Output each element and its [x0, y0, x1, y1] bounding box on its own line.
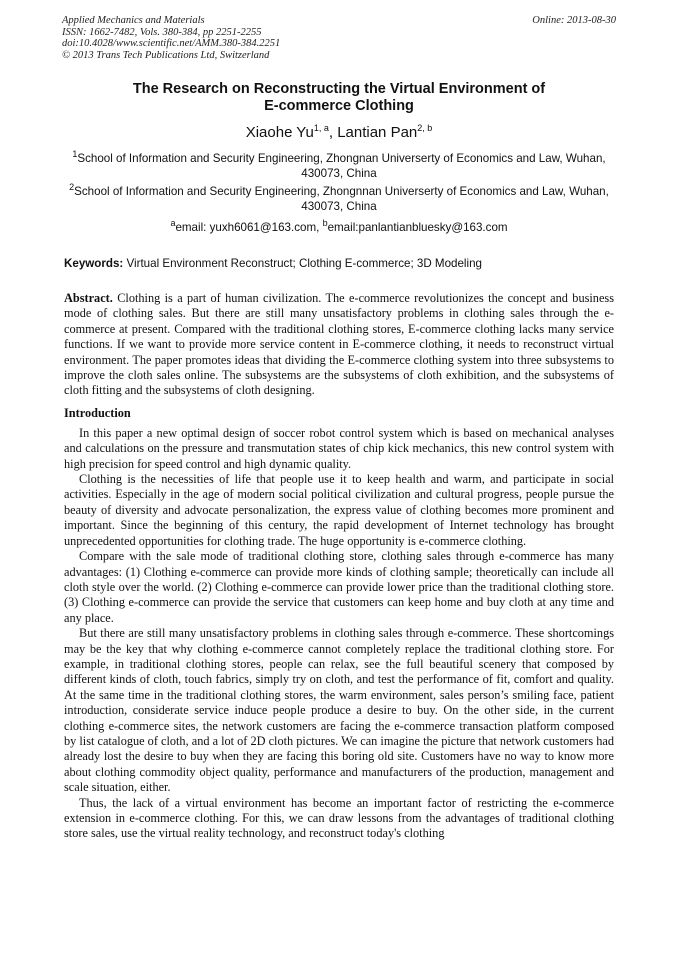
affiliation-superscript: 2 [69, 182, 75, 193]
body-paragraph: In this paper a new optimal design of soccer robot control system which is based on mechanical analyses and calculations on the pressure and transmutation states of chip kick mechanics, this new control system with high precision for speed control and high dynamic quality. [64, 425, 614, 471]
title-line-1: The Research on Reconstructing the Virtual Environment of [132, 81, 546, 97]
author-emails [60, 220, 618, 235]
affiliation-2 [60, 184, 618, 214]
author-separator: , [328, 124, 338, 141]
paper-body [64, 291, 614, 842]
keywords-text: Virtual Environment Reconstruct; Clothing E-commerce; 3D Modeling [123, 257, 482, 270]
section-heading: Introduction [64, 405, 131, 420]
issn-line: ISSN: 1662-7482, Vols. 380-384, pp 2251-2255 [62, 26, 262, 38]
copyright-line: © 2013 Trans Tech Publications Ltd, Switzerland [62, 49, 270, 61]
abstract-text: Clothing is a part of human civilization. The e-commerce revolutionizes the concept and business mode of clothing sales. But there are still many unsatisfactory problems in clothing sales through the e-commerce at present. Compared with the traditional clothing stores, E-commerce clothing lacks many service functions. If we want to provide more service content in E-commerce clothing, it needs to reconstruct virtual environment. The paper promotes ideas that dividing the E-commerce clothing system into three subsystems to improve the cloth sales online. The subsystems are the subsystems of cloth exhibition, and the subsystems of cloth fitting and the subsystems of cloth designing. [64, 291, 614, 398]
email-text: email:panlantianbluesky@163.com [327, 221, 508, 234]
author-name: Xiaohe Yu [245, 124, 314, 141]
author-name: Lantian Pan [337, 124, 418, 141]
doi-line: doi:10.4028/www.scientific.net/AMM.380-384.2251 [62, 38, 281, 49]
paper-title [60, 81, 618, 115]
affiliation-superscript: 1 [72, 149, 78, 160]
body-paragraph: Clothing is the necessities of life that people use it to keep health and warm, and participate in social activities. Especially in the age of modern social political civilization and cultural progress, people pursue the beauty of diversity and advocate personalization, the express value of clothing becomes more prominent and important. Since the beginning of this century, the rapid development of Internet technology has brought unprecedented opportunities for clothing trade. The huge opportunity is e-commerce clothing. [64, 472, 614, 548]
author-list [60, 124, 618, 142]
keywords-label: Keywords: [64, 257, 124, 270]
author-superscript: 1, a [313, 123, 329, 133]
affiliation-1 [60, 151, 618, 181]
body-paragraph: But there are still many unsatisfactory problems in clothing sales through e-commerce. These shortcomings may be the key that why clothing e-commerce cannot completely replace the traditional clothing store. For example, in traditional clothing stores, people can relax, see the full beautiful scenery that composed by different kinds of cloth, touch fabrics, simply try on cloth, and test the performance of fit, comfort and quality. At the same time in the traditional clothing stores, the warm environment, sales person’s smiling face, patient introduction, considerate service induce people produce a desire to buy. On the other side, in the current clothing e-commerce sites, the network customers are facing the e-commerce transaction platform composed by list catalogue of cloth, and a lot of 2D cloth pictures. We can imagine the picture that network customers had already lost the desire to buy when they are facing this boring old site. Customers have no way to know more about clothing commodity object quality, performance and manufacturers of the production, management and scale situation, either. [64, 626, 614, 795]
keywords [64, 256, 616, 271]
body-paragraph: Compare with the sale mode of traditional clothing store, clothing sales through e-commerce has many advantages: (1) Clothing e-commerce can provide more kinds of clothing sample; theoretically can include all cloth style over the world. (2) Clothing e-commerce can provide lower price than the traditional clothing store. (3) Clothing e-commerce can provide the service that customers can keep home and buy cloth at any time and any place. [64, 549, 614, 625]
body-paragraph: Thus, the lack of a virtual environment has become an important factor of restricting the e-commerce extension in e-commerce clothing. For this, we can draw lessons from the advantages of traditional clothing store sales, use the virtual reality technology, and reconstruct today's clothing [64, 795, 614, 841]
email-text: email: yuxh6061@163.com, [175, 221, 323, 234]
abstract-paragraph [64, 291, 614, 399]
affiliation-text: School of Information and Security Engineering, Zhongnan Universerty of Economics and Law, Wuhan, 430073, China [77, 152, 606, 180]
abstract-label: Abstract. [64, 291, 113, 305]
email-superscript: a [170, 218, 176, 229]
title-line-2: E-commerce Clothing [264, 98, 414, 114]
online-date: Online: 2013-08-30 [532, 15, 616, 26]
affiliation-text: School of Information and Security Engineering, Zhongnnan Universerty of Economics and Law, Wuhan, 430073, China [74, 185, 609, 213]
journal-name: Applied Mechanics and Materials [62, 15, 205, 26]
email-superscript: b [322, 218, 328, 229]
journal-header [62, 15, 616, 61]
author-superscript: 2, b [417, 123, 433, 133]
